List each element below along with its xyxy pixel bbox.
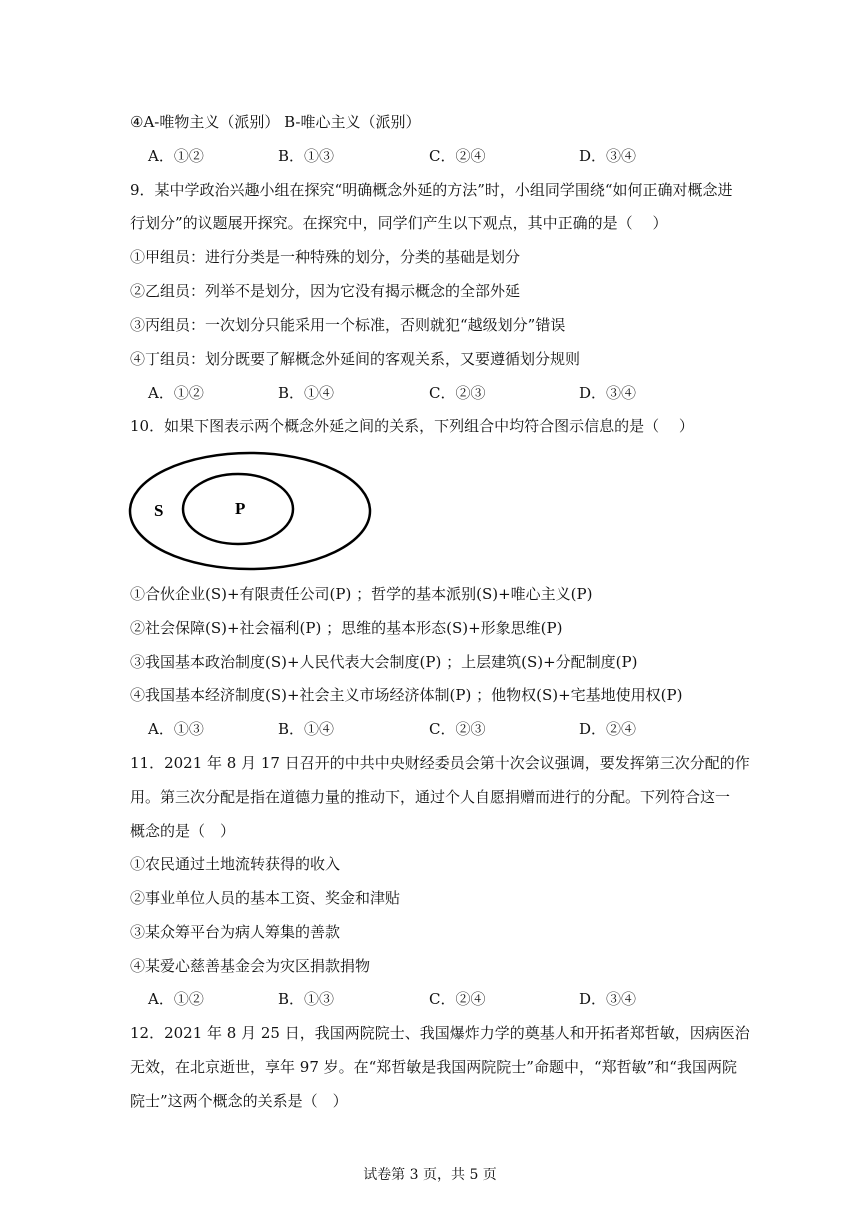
q8-option-a: A．①② xyxy=(148,147,204,165)
q9-option-b: B．①④ xyxy=(278,384,335,402)
inner-label-p: P xyxy=(235,499,246,518)
q8-option-c: C．②④ xyxy=(429,147,486,165)
q10-statement-4: ④我国基本经济制度(S)+社会主义市场经济体制(P) ；他物权(S)+宅基地使用权(P) xyxy=(130,686,683,704)
q9-statement-1: ①甲组员：进行分类是一种特殊的划分，分类的基础是划分 xyxy=(130,248,521,266)
q10-option-c: C．②③ xyxy=(429,720,486,738)
q9-statement-4: ④丁组员：划分既要了解概念外延间的客观关系，又要遵循划分规则 xyxy=(130,350,581,368)
q11-statement-3: ③某众筹平台为病人筹集的善款 xyxy=(130,923,341,941)
q10-statement-3: ③我国基本政治制度(S)+人民代表大会制度(P) ；上层建筑(S)+分配制度(P) xyxy=(130,653,638,671)
outer-label-s: S xyxy=(154,501,164,520)
q9-option-c: C．②③ xyxy=(429,384,486,402)
q11-option-d: D．③④ xyxy=(579,990,637,1008)
q8-option-b: B．①③ xyxy=(278,147,335,165)
q9-stem-line-2: 行划分”的议题展开探究。在探究中，同学们产生以下观点，其中正确的是（ ） xyxy=(130,214,668,232)
q10-option-b: B．①④ xyxy=(278,720,335,738)
q11-statement-1: ①农民通过土地流转获得的收入 xyxy=(130,855,341,873)
q9-option-d: D．③④ xyxy=(579,384,637,402)
q8-option-d: D．③④ xyxy=(579,147,637,165)
q11-statement-4: ④某爱心慈善基金会为灾区捐款捐物 xyxy=(130,957,371,975)
q9-statement-2: ②乙组员：列举不是划分，因为它没有揭示概念的全部外延 xyxy=(130,282,521,300)
q9-stem-line-1: 9．某中学政治兴趣小组在探究“明确概念外延的方法”时，小组同学围绕“如何正确对概念进 xyxy=(130,181,733,199)
q10-statement-1: ①合伙企业(S)+有限责任公司(P) ；哲学的基本派别(S)+唯心主义(P) xyxy=(130,585,593,603)
q11-stem-line-1: 11．2021 年 8 月 17 日召开的中共中央财经委员会第十次会议强调，要发挥第三次分配的作 xyxy=(130,754,750,772)
q10-option-d: D．②④ xyxy=(579,720,637,738)
q11-stem-line-2: 用。第三次分配是指在道德力量的推动下，通过个人自愿捐赠而进行的分配。下列符合这一 xyxy=(130,788,731,806)
page-footer: 试卷第 3 页，共 5 页 xyxy=(363,1167,497,1183)
q10-stem-line-1: 10．如果下图表示两个概念外延之间的关系，下列组合中均符合图示信息的是（ ） xyxy=(130,417,694,435)
outer-ellipse-s xyxy=(130,453,370,569)
q11-stem-line-3: 概念的是（ ） xyxy=(130,822,236,840)
q12-stem-line-1: 12．2021 年 8 月 25 日，我国两院院士、我国爆炸力学的奠基人和开拓者郑哲敏，因病医治 xyxy=(130,1024,750,1042)
q9-statement-3: ③丙组员：一次划分只能采用一个标准，否则就犯“越级划分”错误 xyxy=(130,316,566,334)
concept-relation-diagram xyxy=(128,450,372,572)
q10-option-a: A．①③ xyxy=(148,720,204,738)
q12-stem-line-2: 无效，在北京逝世，享年 97 岁。在“郑哲敏是我国两院院士”命题中，“郑哲敏”和“我国两院 xyxy=(130,1058,737,1076)
q8-statement-4: ④A-唯物主义（派别） B-唯心主义（派别） xyxy=(130,113,421,131)
q11-statement-2: ②事业单位人员的基本工资、奖金和津贴 xyxy=(130,889,401,907)
q11-option-b: B．①③ xyxy=(278,990,335,1008)
q10-statement-2: ②社会保障(S)+社会福利(P) ；思维的基本形态(S)+形象思维(P) xyxy=(130,619,563,637)
q9-option-a: A．①② xyxy=(148,384,204,402)
q11-option-c: C．②④ xyxy=(429,990,486,1008)
q12-stem-line-3: 院士”这两个概念的关系是（ ） xyxy=(130,1092,348,1110)
q11-option-a: A．①② xyxy=(148,990,204,1008)
